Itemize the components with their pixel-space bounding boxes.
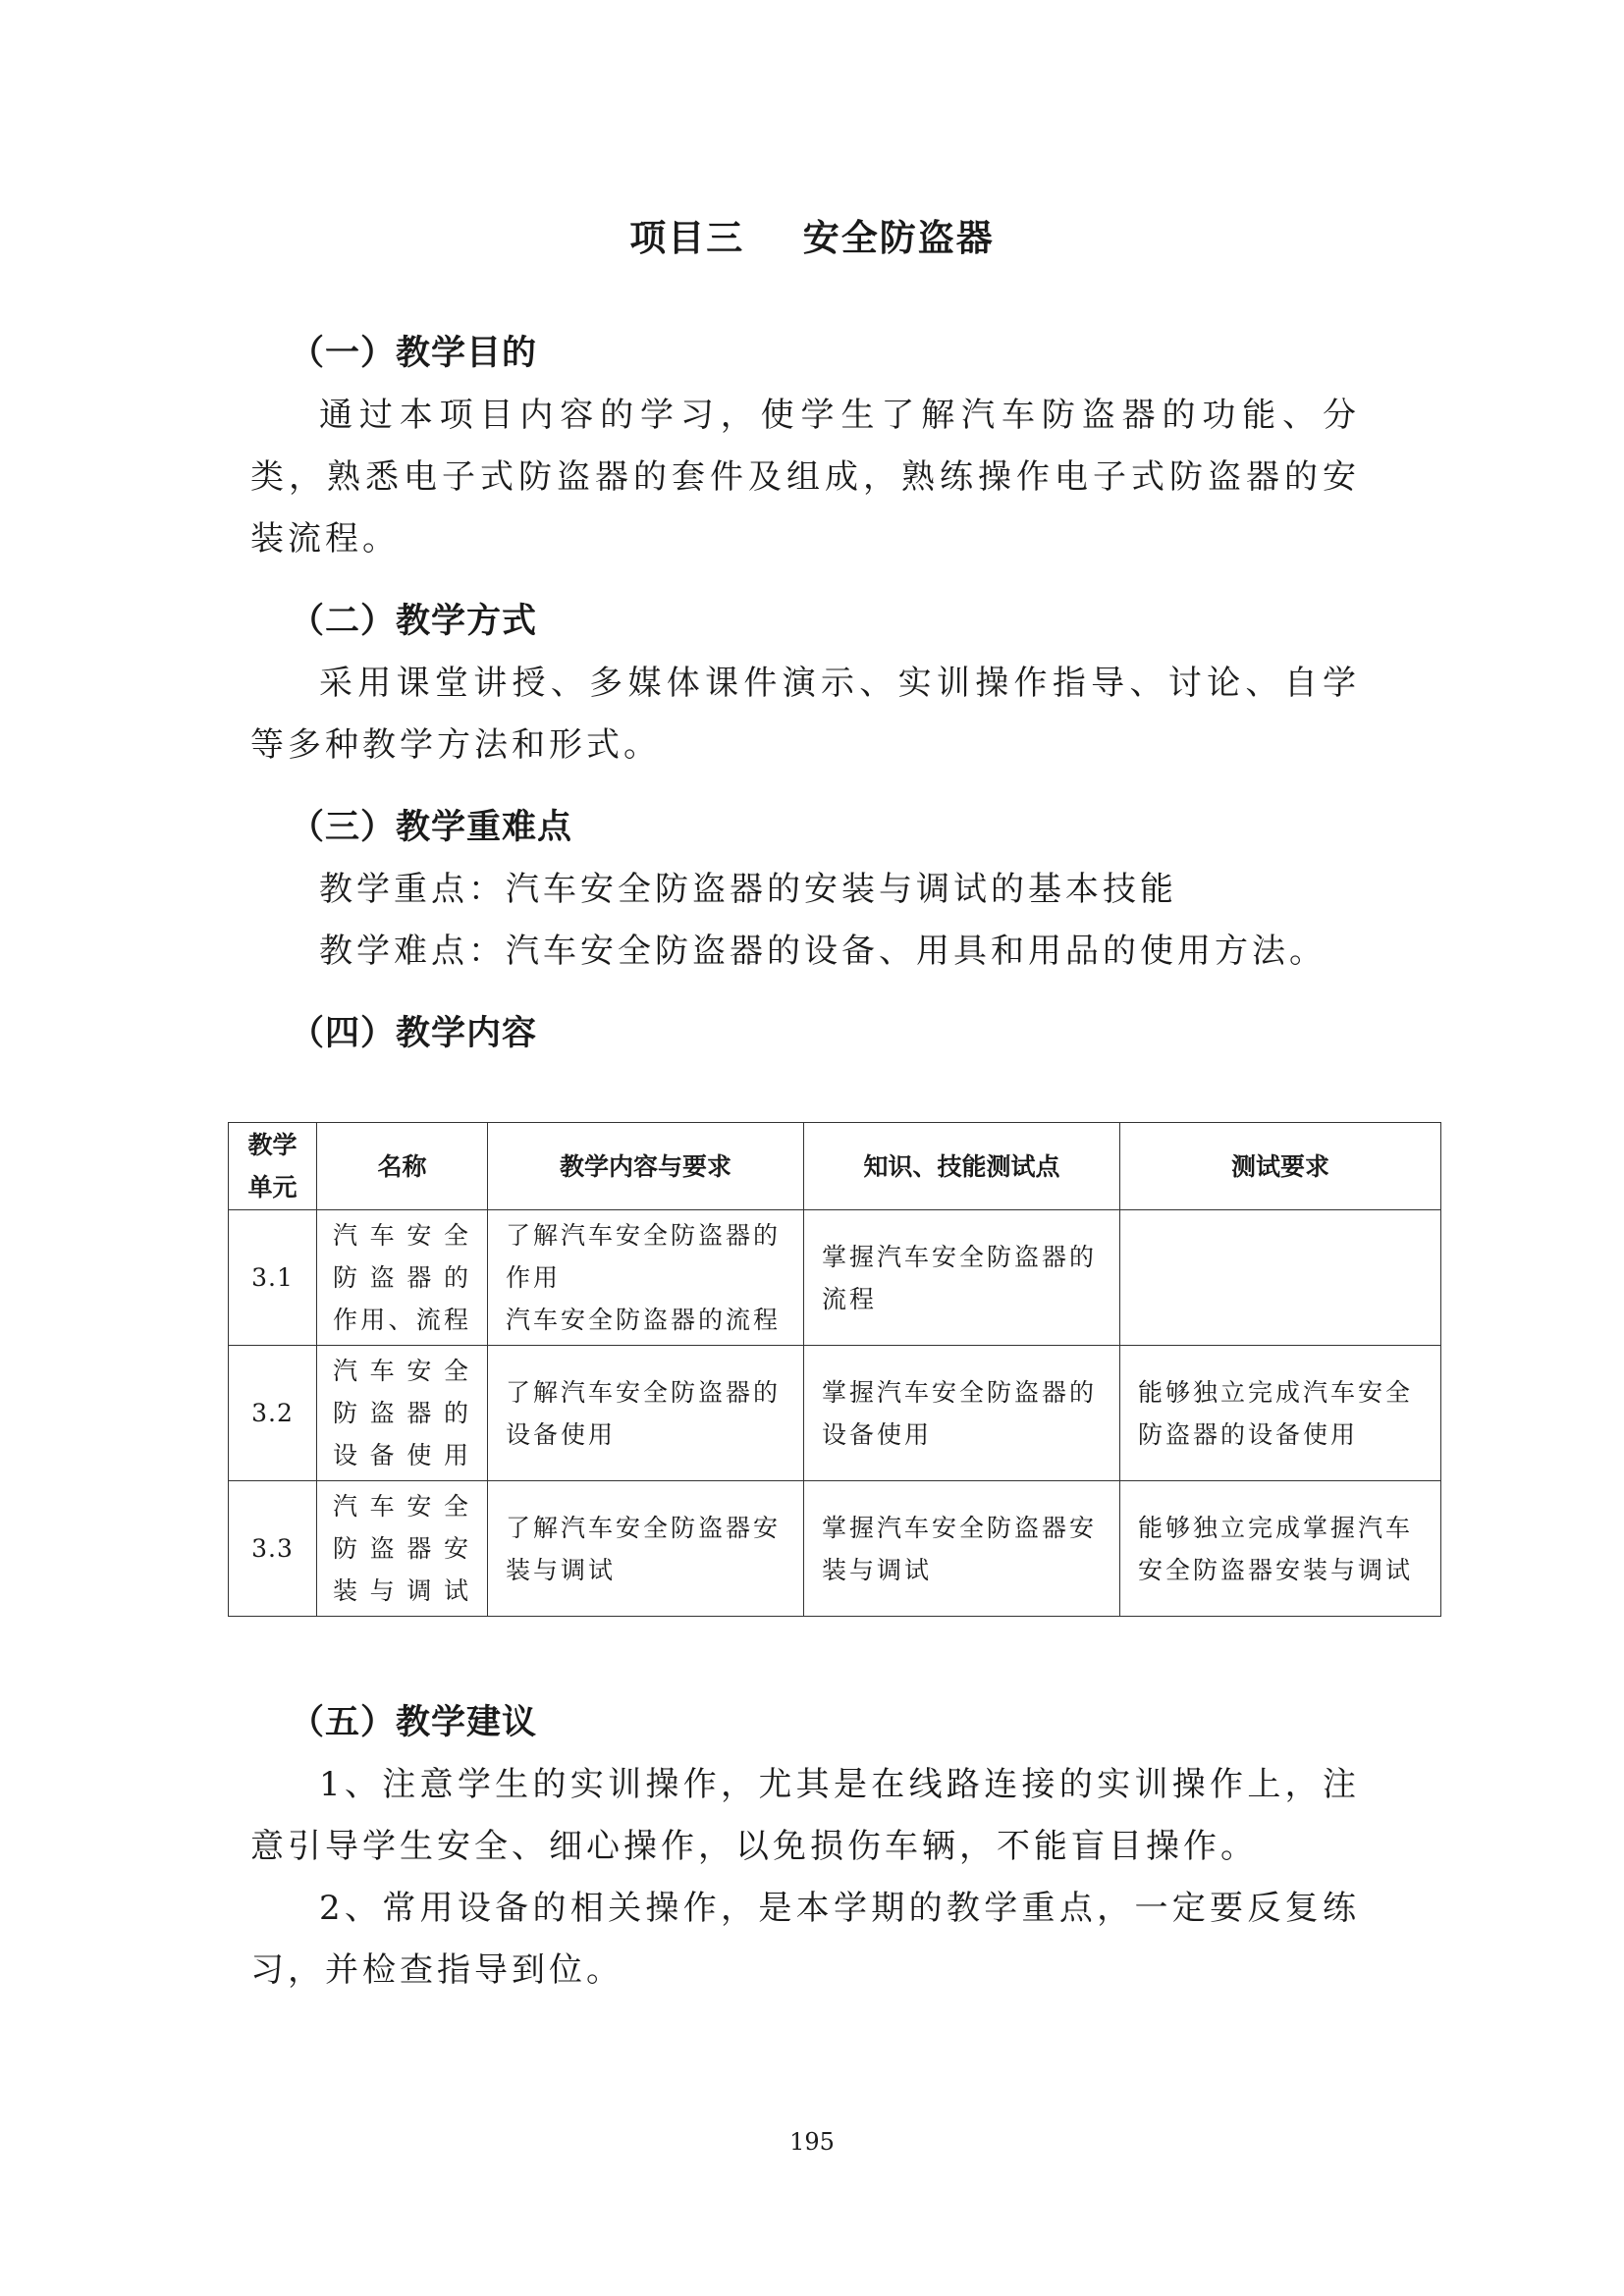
suggestion-item: 2、常用设备的相关操作，是本学期的教学重点，一定要反复练习，并检查指导到位。 — [250, 1889, 1360, 1990]
row-name-line: 汽车安全 — [333, 1221, 471, 1250]
row-name — [317, 1481, 488, 1617]
row-content — [488, 1346, 804, 1481]
suggestion-item: 1、注意学生的实训操作，尤其是在线路连接的实训操作上，注意引导学生安全、细心操作，以免损伤车辆，不能盲目操作。 — [250, 1765, 1360, 1866]
document-body — [247, 324, 1414, 2002]
header-unit-line1: 教学 — [247, 1131, 298, 1159]
row-requirements: 能够独立完成掌握汽车安全防盗器安装与调试 — [1120, 1481, 1441, 1617]
row-name-line: 防盗器的 — [333, 1399, 471, 1427]
row-name — [317, 1346, 488, 1481]
row-name-line: 防盗器的 — [333, 1263, 471, 1292]
row-test-points: 掌握汽车安全防盗器的设备使用 — [804, 1346, 1120, 1481]
row-name-line: 装与调试 — [333, 1576, 471, 1605]
suggestions-section — [250, 1693, 1360, 2002]
difficult-point-text: 教学难点：汽车安全防盗器的设备、用具和用品的使用方法。 — [319, 932, 1326, 971]
section-heading-method: （二）教学方式 — [290, 602, 538, 641]
row-content-line: 汽车安全防盗器的流程 — [506, 1306, 782, 1334]
row-name-line: 汽车安全 — [333, 1357, 471, 1385]
row-content-line: 了解汽车安全防盗器安装与调试 — [506, 1513, 782, 1584]
row-content-line: 了解汽车安全防盗器的设备使用 — [506, 1377, 782, 1449]
section-heading-content: （四）教学内容 — [290, 1014, 538, 1053]
section-heading-objective: （一）教学目的 — [290, 334, 538, 373]
row-requirements — [1120, 1210, 1441, 1346]
section-heading-key-points: （三）教学重难点 — [290, 808, 573, 847]
header-name: 名称 — [317, 1123, 488, 1210]
objective-text: 通过本项目内容的学习，使学生了解汽车防盗器的功能、分类，熟悉电子式防盗器的套件及组成，熟练操作电子式防盗器的安装流程。 — [250, 396, 1360, 559]
row-test-points: 掌握汽车安全防盗器的流程 — [804, 1210, 1120, 1346]
row-name-line: 设备使用 — [333, 1441, 471, 1469]
header-unit — [229, 1123, 317, 1210]
row-requirements: 能够独立完成汽车安全防盗器的设备使用 — [1120, 1346, 1441, 1481]
content-table-wrapper — [228, 1122, 1440, 1617]
row-unit: 3.2 — [229, 1346, 317, 1481]
page-title: 项目三 安全防盗器 — [629, 217, 995, 259]
table-row — [229, 1481, 1441, 1617]
table-row — [229, 1346, 1441, 1481]
row-name — [317, 1210, 488, 1346]
header-test-points: 知识、技能测试点 — [804, 1123, 1120, 1210]
row-name-line: 作用、流程 — [333, 1306, 471, 1334]
header-unit-line2: 单元 — [247, 1173, 298, 1201]
row-content-line: 了解汽车安全防盗器的作用 — [506, 1221, 782, 1292]
row-unit: 3.3 — [229, 1481, 317, 1617]
key-point-text: 教学重点：汽车安全防盗器的安装与调试的基本技能 — [319, 870, 1177, 909]
section-heading-suggestions: （五）教学建议 — [290, 1703, 538, 1742]
row-name-line: 防盗器安 — [333, 1534, 471, 1563]
row-test-points: 掌握汽车安全防盗器安装与调试 — [804, 1481, 1120, 1617]
row-content — [488, 1210, 804, 1346]
header-content: 教学内容与要求 — [488, 1123, 804, 1210]
table-row — [229, 1210, 1441, 1346]
table-header-row — [229, 1123, 1441, 1210]
header-requirements: 测试要求 — [1120, 1123, 1441, 1210]
method-text: 采用课堂讲授、多媒体课件演示、实训操作指导、讨论、自学等多种教学方法和形式。 — [250, 664, 1360, 765]
content-table — [228, 1122, 1441, 1617]
row-name-line: 汽车安全 — [333, 1492, 471, 1521]
row-content — [488, 1481, 804, 1617]
page-number: 195 — [789, 2128, 835, 2156]
row-unit: 3.1 — [229, 1210, 317, 1346]
